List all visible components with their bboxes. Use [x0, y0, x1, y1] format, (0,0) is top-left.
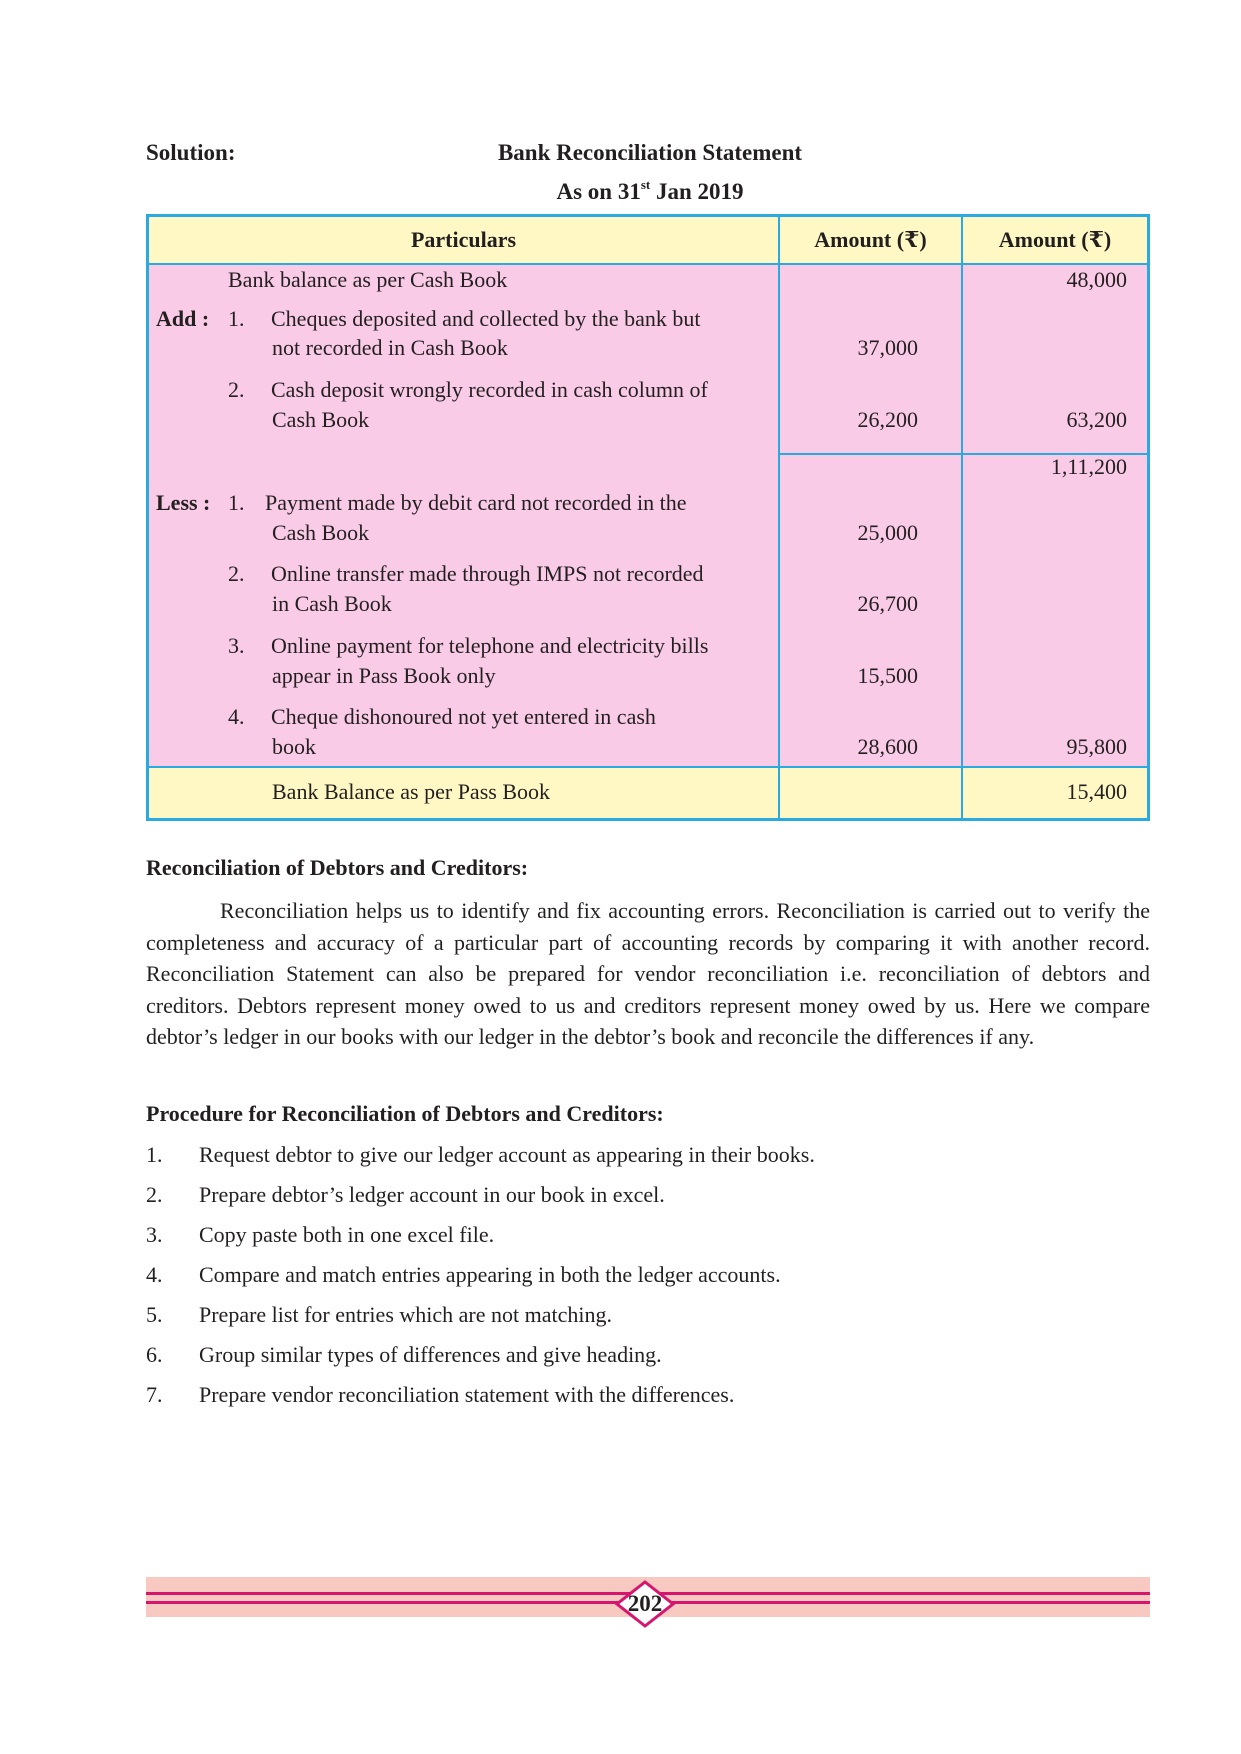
less-item-text: Cheque dishonoured not yet entered in cash — [271, 704, 656, 729]
add-item-text: Cash deposit wrongly recorded in cash column of — [271, 377, 708, 402]
less-item-amount: 28,600 — [857, 734, 918, 759]
date-prefix: As on 31 — [556, 179, 641, 204]
less-item-text: Online payment for telephone and electricity bills — [271, 633, 709, 658]
col-header-particulars: Particulars — [410, 227, 517, 252]
add-total: 63,200 — [1066, 407, 1127, 432]
less-item-num: 2. — [228, 561, 245, 586]
list-item-number: 5. — [146, 1302, 163, 1327]
date-suffix: Jan 2019 — [650, 179, 744, 204]
col-header-amount-1: Amount (₹) — [814, 227, 927, 252]
reconciliation-table — [146, 214, 1150, 821]
less-label: Less : — [156, 490, 211, 515]
add-label: Add : — [156, 306, 210, 331]
statement-title: Bank Reconciliation Statement — [497, 140, 803, 165]
add-item-text: Cheques deposited and collected by the bank but — [271, 306, 701, 331]
closing-total: 15,400 — [1066, 779, 1127, 804]
reconciliation-paragraph: Reconciliation helps us to identify and fix accounting errors. Reconciliation is carried out to verify the completeness and accuracy of a particular part of accounting records by comparing it with another record. Reconciliation Statement can also be prepared for vendor reconciliation i.e. reconciliation of debtors and creditors. Debtors represent money owed to us and creditors represent money owed by us. Here we compare debtor’s ledger in our books with our ledger in the debtor’s book and reconcile the differences if any. — [146, 898, 1150, 1049]
list-item-text: Group similar types of differences and give heading. — [199, 1342, 662, 1367]
list-item-text: Copy paste both in one excel file. — [199, 1222, 495, 1247]
add-item-amount: 26,200 — [857, 407, 918, 432]
list-item-number: 7. — [146, 1382, 163, 1407]
section-heading-procedure: Procedure for Reconciliation of Debtors and Creditors: — [146, 1101, 664, 1126]
less-item-text: Payment made by debit card not recorded in the — [265, 490, 687, 515]
page-number: 202 — [627, 1591, 663, 1616]
col-header-amount-2: Amount (₹) — [998, 227, 1112, 252]
less-item-text: Online transfer made through IMPS not recorded — [271, 561, 704, 586]
less-item-num: 4. — [228, 704, 245, 729]
footer-divider — [149, 766, 1147, 768]
date-sup: st — [640, 177, 651, 192]
list-item-text: Prepare debtor’s ledger account in our book in excel. — [199, 1182, 665, 1207]
list-item-number: 1. — [146, 1142, 163, 1167]
section-heading-reconciliation: Reconciliation of Debtors and Creditors: — [146, 855, 529, 880]
statement-date — [0, 177, 1241, 205]
list-item-text: Prepare list for entries which are not matching. — [199, 1302, 612, 1327]
less-total: 95,800 — [1066, 734, 1127, 759]
add-item-text: Cash Book — [272, 407, 370, 432]
solution-label: Solution: — [146, 140, 236, 165]
list-item-text: Compare and match entries appearing in both the ledger accounts. — [199, 1262, 781, 1287]
column-divider — [961, 217, 963, 818]
less-item-text: in Cash Book — [272, 591, 392, 616]
add-item-num: 1. — [228, 306, 245, 331]
list-item-number: 4. — [146, 1262, 163, 1287]
less-item-text: Cash Book — [272, 520, 370, 545]
add-item-num: 2. — [228, 377, 245, 402]
list-item-number: 2. — [146, 1182, 163, 1207]
list-item-text: Request debtor to give our ledger account as appearing in their books. — [199, 1142, 815, 1167]
less-item-amount: 15,500 — [857, 663, 918, 688]
less-item-text: appear in Pass Book only — [272, 663, 496, 688]
less-item-amount: 26,700 — [857, 591, 918, 616]
page-number-badge — [615, 1580, 675, 1628]
list-item-text: Prepare vendor reconciliation statement with the differences. — [199, 1382, 735, 1407]
subtotal: 1,11,200 — [1050, 454, 1127, 479]
list-item-number: 6. — [146, 1342, 163, 1367]
add-item-text: not recorded in Cash Book — [272, 335, 508, 360]
closing-label: Bank Balance as per Pass Book — [272, 779, 550, 804]
less-item-num: 1. — [228, 490, 245, 515]
list-item-number: 3. — [146, 1222, 163, 1247]
less-item-text: book — [272, 734, 316, 759]
less-item-num: 3. — [228, 633, 245, 658]
opening-total: 48,000 — [1066, 267, 1127, 292]
opening-label: Bank balance as per Cash Book — [228, 267, 508, 292]
add-item-amount: 37,000 — [857, 335, 918, 360]
less-item-amount: 25,000 — [857, 520, 918, 545]
